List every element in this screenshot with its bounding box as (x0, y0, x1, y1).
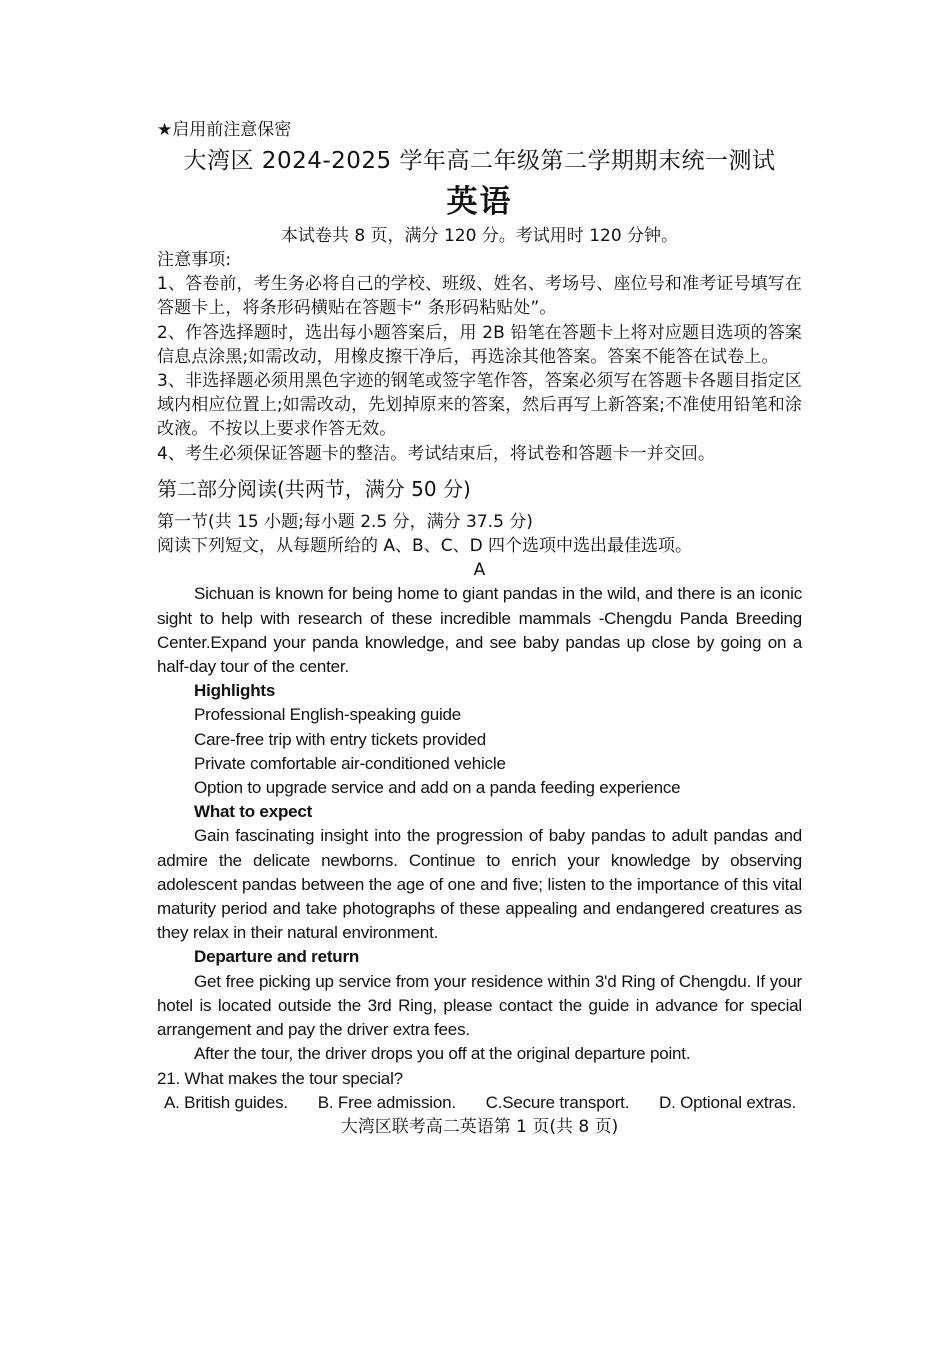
page-footer: 大湾区联考高二英语第 1 页(共 8 页) (340, 1116, 619, 1137)
highlight-item: Care-free trip with entry tickets provided (194, 729, 487, 749)
option-a: A. British guides. (164, 1092, 288, 1112)
highlight-item: Private comfortable air-conditioned vehicle (194, 753, 506, 773)
passage-intro: Sichuan is known for being home to giant pandas in the wild, and there is an iconic sight to help with research of these incredible mammals -Chengdu Panda Breeding Center.Expand your panda knowledge, and see baby pandas up close by going on a half-day tour of the center. (157, 584, 802, 677)
return-text: After the tour, the driver drops you off at the original departure point. (194, 1044, 691, 1064)
option-b: B. Free admission. (317, 1092, 456, 1112)
passage-body (157, 582, 802, 1114)
exam-page (157, 118, 802, 1139)
subject-title: 英语 (446, 184, 513, 220)
question-stem: 21. What makes the tour special? (157, 1068, 403, 1088)
part-title: 第二部分阅读(共两节，满分 50 分) (157, 476, 471, 501)
note-item: 2、作答选择题时，选出每小题答案后，用 2B 铅笔在答题卡上将对应题目选项的答案信息点涂黑;如需改动，用橡皮擦干净后，再选涂其他答案。答案不能答在试卷上。 (157, 322, 802, 367)
exam-title: 大湾区 2024-2025 学年高二年级第二学期期末统一测试 (183, 148, 776, 174)
expect-heading: What to expect (194, 802, 313, 822)
note-item: 3、非选择题必须用黑色字迹的钢笔或签字笔作答，答案必须写在答题卡各题目指定区域内相应位置上;如需改动，先划掉原来的答案，然后再写上新答案;不准使用铅笔和涂改液。不按以上要求作答无效。 (157, 371, 802, 440)
notes-title: 注意事项: (157, 250, 232, 270)
note-item: 1、答卷前，考生务必将自己的学校、班级、姓名、考场号、座位号和准考证号填写在答题卡上，将条形码横贴在答题卡“ 条形码粘贴处”。 (157, 274, 802, 319)
note-item: 4、考生必须保证答题卡的整洁。考试结束后，将试卷和答题卡一并交回。 (157, 443, 716, 464)
highlights-heading: Highlights (194, 681, 276, 701)
passage-letter: A (473, 560, 486, 581)
section-title: 第一节(共 15 小题;每小题 2.5 分，满分 37.5 分) (157, 511, 533, 532)
confidential-mark: ★启用前注意保密 (157, 120, 292, 140)
option-d: D. Optional extras. (659, 1092, 796, 1112)
departure-heading: Departure and return (194, 947, 360, 967)
notes-section (157, 248, 802, 466)
option-c: C.Secure transport. (485, 1092, 630, 1112)
highlight-item: Option to upgrade service and add on a panda feeding experience (194, 778, 681, 798)
question-options (157, 1091, 802, 1115)
departure-text: Get free picking up service from your residence within 3'd Ring of Chengdu. If your hotel is located outside the 3rd Ring, please contact the guide in advance for special arrangement and pay the driver extra fees. (157, 971, 802, 1040)
expect-text: Gain fascinating insight into the progression of baby pandas to adult pandas and admire the delicate newborns. Continue to enrich your knowledge by observing adolescent pandas between the age of one and five; listen to the importance of this vital maturity period and take photographs of these appealing and endangered creatures as they relax in their natural environment. (157, 826, 802, 943)
instruction: 阅读下列短文，从每题所给的 A、B、C、D 四个选项中选出最佳选项。 (157, 536, 693, 557)
highlight-item: Professional English-speaking guide (194, 705, 462, 725)
exam-info: 本试卷共 8 页，满分 120 分。考试用时 120 分钟。 (280, 226, 679, 246)
